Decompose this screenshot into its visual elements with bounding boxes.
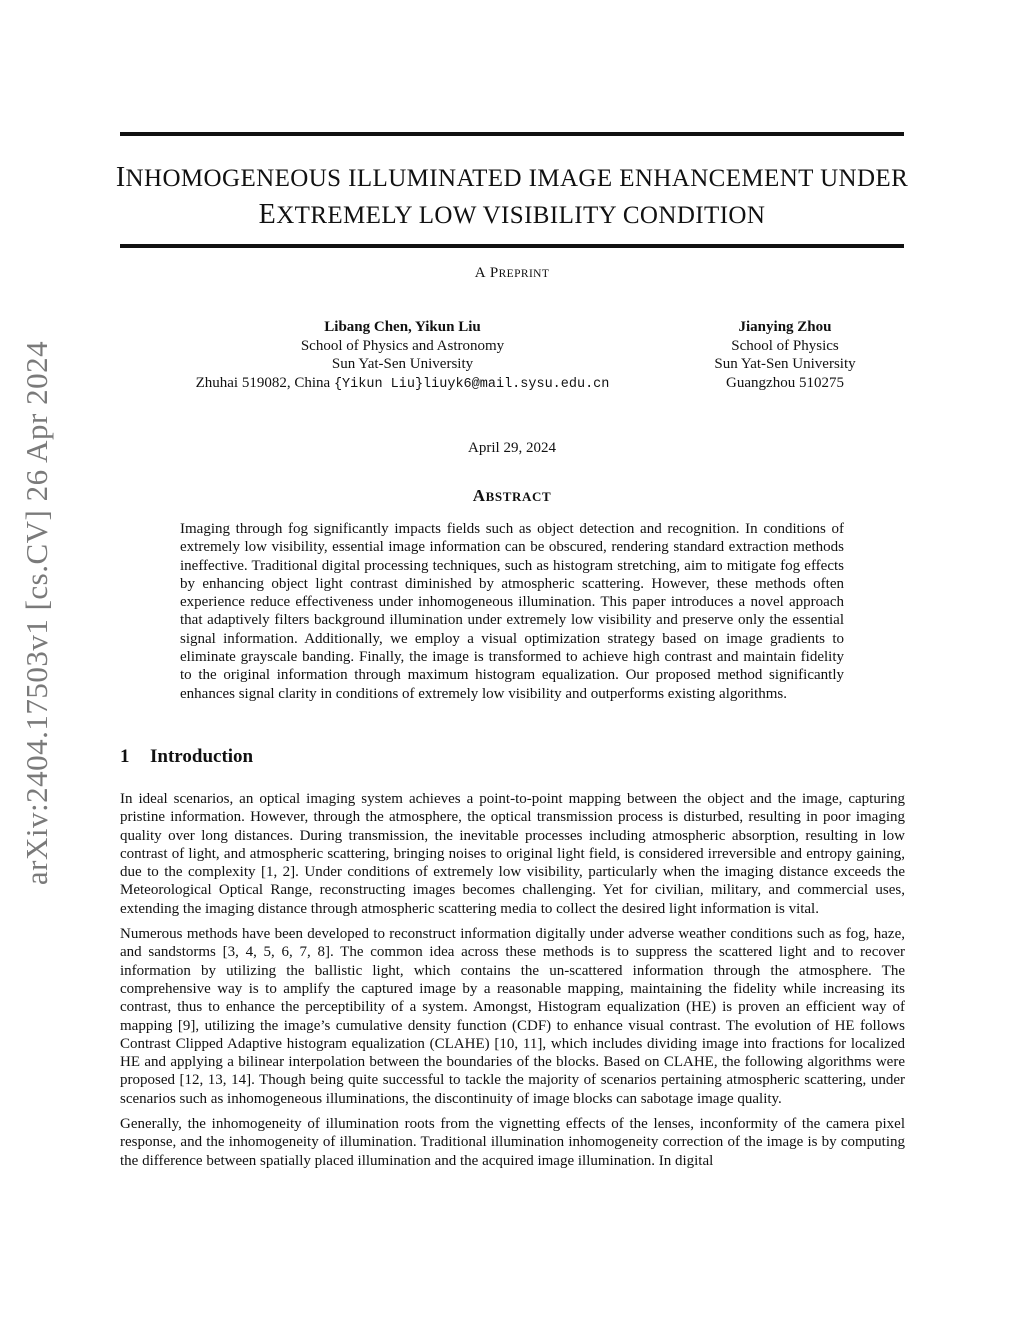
title-line-1: INHOMOGENEOUS ILLUMINATED IMAGE ENHANCEMENT UNDER — [115, 162, 909, 193]
author-names: Jianying Zhou — [738, 319, 832, 335]
section-body — [120, 790, 905, 1177]
arxiv-identifier: arXiv:2404.17503v1 [cs.CV] 26 Apr 2024 — [19, 340, 54, 886]
author-address: Guangzhou 510275 — [726, 374, 844, 391]
author-email[interactable]: {Yikun Liu}liuyk6@mail.sysu.edu.cn — [333, 376, 610, 392]
author-block-1 — [150, 318, 655, 394]
author-names: Libang Chen, Yikun Liu — [324, 319, 481, 335]
preprint-label: A PREPRINT — [474, 265, 550, 281]
title-line-2: EXTREMELY LOW VISIBILITY CONDITION — [258, 199, 766, 230]
paper-date: April 29, 2024 — [468, 440, 556, 456]
section-title: Introduction — [150, 746, 254, 767]
top-rule — [120, 132, 904, 136]
section-number: 1 — [120, 746, 130, 767]
author-address-line — [150, 374, 655, 395]
abstract-text: Imaging through fog significantly impacts fields such as object detection and recognition. In conditions of extremely low visibility, essential image information can be obscured, rendering standard extraction methods ineffective. Traditional digital processing techniques, such as histogram stretching, aim to mitigate fog effects by enhancing object light contrast diminished by atmospheric scattering. However, these methods often experience reduce effectiveness under inhomogeneous illumination. This paper introduces a novel approach that adaptively filters background illumination under extremely low visibility and preserve only the essential signal information. Additionally, we employ a visual optimization strategy based on image gradients to eliminate grayscale banding. Finally, the image is transformed to achieve high contrast and maintain fidelity to the original information through maximum histogram equalization. Our proposed method significantly enhances signal clarity in conditions of extremely low visibility and outperforms existing algorithms. — [180, 521, 844, 702]
bottom-rule — [120, 244, 904, 248]
paper-title — [110, 160, 914, 234]
paragraph: Generally, the inhomogeneity of illumination roots from the vignetting effects of the lenses, inconformity of the camera pixel response, and the inhomogeneity of illumination. Traditional illumination inhomogeneity correction of the image is by computing the difference between spatially placed illumination and the acquired image illumination. In digital — [120, 1116, 905, 1169]
author-department: School of Physics — [731, 337, 839, 354]
paragraph: In ideal scenarios, an optical imaging system achieves a point-to-point mapping between the object and the image, capturing pristine information. However, through the atmosphere, the optical transmission process is disturbed, resulting in poor imaging quality over long distances. During transmission, the inevitable processes including atmospheric absorption, resulting in low contrast of light, and atmospheric scattering, bringing noises to original light field, is considered irreversible and entropy gaining, due to the complexity [1, 2]. Under conditions of extremely low visibility, particularly when the imaging distance exceeds the Meteorological Optical Range, reconstructing images becomes challenging. Yet for civilian, military, and commercial uses, extending the imaging distance through atmospheric scattering media to collect the desired light information is vital. — [120, 791, 905, 917]
author-block-2 — [660, 318, 910, 392]
author-university: Sun Yat-Sen University — [714, 356, 856, 372]
section-heading — [120, 746, 253, 768]
paragraph: Numerous methods have been developed to reconstruct information digitally under adverse weather conditions such as fog, haze, and sandstorms [3, 4, 5, 6, 7, 8]. The common idea across these methods is to suppress the scattered light and to recover information by utilizing the ballistic light, which contains the un-scattered information through the atmosphere. The comprehensive way is to amplify the captured image by a reasonable mapping, maintaining the fidelity while increasing its contrast, thus to enhance the perceptibility of a system. Amongst, Histogram equalization (HE) is proven an efficient way of mapping [9], utilizing the image’s cumulative density function (CDF) to enhance visual contrast. The evolution of HE follows Contrast Clipped Adaptive histogram equalization (CLAHE) [10, 11], which includes dividing image into fractions for localized HE and applying a bilinear interpolation between the boundaries of the blocks. Based on CLAHE, the following algorithms were proposed [12, 13, 14]. Though being quite successful to tackle the majority of scenarios pertaining atmospheric scattering, under scenarios such as inhomogeneous illuminations, the discontinuity of image blocks can sabotage image quality. — [120, 926, 905, 1107]
abstract-heading: ABSTRACT — [472, 486, 552, 505]
author-address: Zhuhai 519082, China — [195, 374, 331, 391]
author-department: School of Physics and Astronomy — [300, 337, 505, 354]
author-university: Sun Yat-Sen University — [331, 356, 474, 372]
